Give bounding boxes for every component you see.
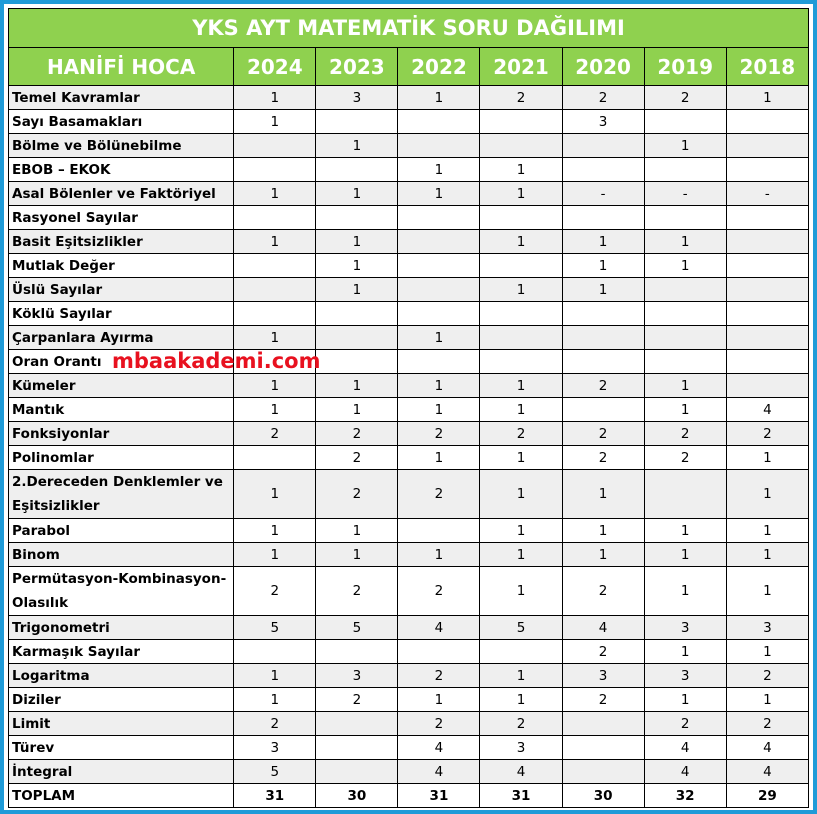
value-cell: 1 [480,688,562,712]
value-cell: 1 [644,230,726,254]
value-cell [644,302,726,326]
value-cell: 1 [316,182,398,206]
value-cell [726,206,808,230]
value-cell: 2 [644,712,726,736]
topic-cell: Binom [9,543,234,567]
value-cell: 4 [726,736,808,760]
value-cell [480,302,562,326]
value-cell: 1 [398,86,480,110]
value-cell: 1 [398,326,480,350]
value-cell: - [562,182,644,206]
value-cell: 1 [480,278,562,302]
value-cell: - [644,182,726,206]
value-cell: 4 [562,616,644,640]
value-cell: 3 [480,736,562,760]
value-cell [726,230,808,254]
value-cell [644,158,726,182]
value-cell [398,134,480,158]
value-cell: 1 [234,688,316,712]
value-cell: 1 [480,664,562,688]
topic-cell: Limit [9,712,234,736]
value-cell [398,254,480,278]
value-cell: 4 [726,398,808,422]
value-cell: 1 [316,254,398,278]
table-row [9,398,809,422]
topic-cell: Kümeler [9,374,234,398]
value-cell: 1 [480,398,562,422]
topic-cell: TOPLAM [9,784,234,808]
value-cell: 2 [562,86,644,110]
title-row [9,9,809,48]
table-row [9,736,809,760]
topic-cell: Çarpanlara Ayırma [9,326,234,350]
value-cell: 1 [234,110,316,134]
table-row [9,206,809,230]
value-cell: 2 [644,422,726,446]
table-row [9,760,809,784]
value-cell: 1 [234,470,316,519]
table-row [9,446,809,470]
value-cell [480,110,562,134]
value-cell: 1 [644,688,726,712]
table-row [9,640,809,664]
value-cell: 1 [398,543,480,567]
value-cell [644,278,726,302]
value-cell: 2 [398,470,480,519]
value-cell: 1 [726,86,808,110]
value-cell [480,326,562,350]
table-row [9,470,809,519]
value-cell: 1 [480,158,562,182]
value-cell: 1 [726,688,808,712]
value-cell: 2 [234,567,316,616]
value-cell [234,302,316,326]
value-cell: 1 [234,86,316,110]
value-cell [398,206,480,230]
value-cell: 1 [644,134,726,158]
value-cell: 1 [480,519,562,543]
table-row [9,543,809,567]
table-row [9,158,809,182]
value-cell: 4 [398,760,480,784]
value-cell: 31 [398,784,480,808]
value-cell: 4 [726,760,808,784]
topic-cell: Diziler [9,688,234,712]
value-cell [726,158,808,182]
table-row [9,278,809,302]
topic-cell: Köklü Sayılar [9,302,234,326]
value-cell [562,134,644,158]
table-row [9,230,809,254]
table-row [9,374,809,398]
topic-cell: Türev [9,736,234,760]
value-cell: 3 [562,664,644,688]
table-row [9,110,809,134]
value-cell: 3 [644,616,726,640]
value-cell [316,302,398,326]
value-cell: 1 [726,470,808,519]
value-cell [316,640,398,664]
value-cell [726,254,808,278]
value-cell: 1 [234,543,316,567]
table-row [9,664,809,688]
value-cell: 2 [562,374,644,398]
value-cell: 2 [316,446,398,470]
value-cell: 1 [562,470,644,519]
topic-cell: Logaritma [9,664,234,688]
topic-cell: Fonksiyonlar [9,422,234,446]
value-cell [726,278,808,302]
value-cell: 2 [398,664,480,688]
value-cell: 2 [398,567,480,616]
topic-cell: Karmaşık Sayılar [9,640,234,664]
value-cell: 1 [316,374,398,398]
value-cell [644,470,726,519]
value-cell: 1 [316,278,398,302]
value-cell: 4 [398,736,480,760]
value-cell: 2 [562,688,644,712]
value-cell: 1 [234,230,316,254]
year-header: 2018 [726,48,808,86]
value-cell [562,760,644,784]
value-cell: - [726,182,808,206]
year-header: 2020 [562,48,644,86]
table-row [9,182,809,206]
topic-cell: Trigonometri [9,616,234,640]
value-cell: 1 [726,543,808,567]
value-cell [316,206,398,230]
value-cell: 2 [316,688,398,712]
year-header: 2021 [480,48,562,86]
value-cell [644,350,726,374]
value-cell: 3 [562,110,644,134]
table-row [9,422,809,446]
value-cell: 1 [398,688,480,712]
value-cell [398,278,480,302]
value-cell: 1 [398,158,480,182]
value-cell [234,278,316,302]
table-row [9,688,809,712]
value-cell: 2 [562,422,644,446]
value-cell [480,640,562,664]
value-cell: 2 [234,422,316,446]
value-cell: 5 [234,760,316,784]
value-cell [562,398,644,422]
year-header: 2019 [644,48,726,86]
value-cell: 1 [398,398,480,422]
value-cell: 1 [644,398,726,422]
value-cell: 1 [644,640,726,664]
value-cell: 1 [398,182,480,206]
value-cell: 1 [562,254,644,278]
topic-cell: Oran Orantı [9,350,234,374]
value-cell: 2 [726,664,808,688]
value-cell: 5 [316,616,398,640]
value-cell: 32 [644,784,726,808]
value-cell: 1 [644,519,726,543]
value-cell: 2 [562,567,644,616]
topic-cell: Bölme ve Bölünebilme [9,134,234,158]
value-cell: 1 [316,398,398,422]
value-cell: 31 [234,784,316,808]
value-cell: 4 [644,736,726,760]
value-cell [316,760,398,784]
value-cell [234,254,316,278]
value-cell: 3 [234,736,316,760]
value-cell [562,206,644,230]
value-cell [398,110,480,134]
value-cell [562,302,644,326]
year-header: 2023 [316,48,398,86]
value-cell: 1 [562,230,644,254]
distribution-table [8,8,809,808]
value-cell: 4 [398,616,480,640]
value-cell: 2 [644,86,726,110]
table-row [9,519,809,543]
value-cell: 2 [562,640,644,664]
value-cell [316,110,398,134]
value-cell [398,302,480,326]
value-cell [726,350,808,374]
value-cell: 1 [644,543,726,567]
value-cell: 2 [726,712,808,736]
value-cell [316,158,398,182]
value-cell [234,206,316,230]
topic-cell: Mutlak Değer [9,254,234,278]
value-cell [234,158,316,182]
value-cell: 5 [234,616,316,640]
value-cell [480,350,562,374]
value-cell: 2 [316,422,398,446]
value-cell: 2 [398,712,480,736]
value-cell: 1 [644,254,726,278]
value-cell [562,712,644,736]
value-cell [726,134,808,158]
value-cell [234,640,316,664]
table-row [9,302,809,326]
value-cell [480,206,562,230]
value-cell [316,712,398,736]
header-label: HANİFİ HOCA [9,48,234,86]
value-cell: 1 [726,446,808,470]
value-cell: 3 [316,664,398,688]
table-row [9,134,809,158]
value-cell [398,230,480,254]
value-cell [398,519,480,543]
value-cell [234,134,316,158]
value-cell: 1 [480,446,562,470]
value-cell [726,326,808,350]
value-cell: 2 [234,712,316,736]
value-cell [234,446,316,470]
value-cell [644,110,726,134]
value-cell [562,350,644,374]
value-cell: 1 [644,374,726,398]
table-title: YKS AYT MATEMATİK SORU DAĞILIMI [9,9,809,48]
value-cell [644,206,726,230]
value-cell: 1 [234,326,316,350]
value-cell: 2 [480,86,562,110]
value-cell [316,326,398,350]
topic-cell: Sayı Basamakları [9,110,234,134]
table-row [9,86,809,110]
value-cell: 3 [316,86,398,110]
value-cell: 2 [562,446,644,470]
value-cell: 29 [726,784,808,808]
value-cell: 1 [480,543,562,567]
value-cell [562,158,644,182]
value-cell: 5 [480,616,562,640]
value-cell: 1 [562,543,644,567]
value-cell: 4 [480,760,562,784]
value-cell: 2 [480,422,562,446]
value-cell: 1 [480,374,562,398]
watermark-text: mbaakademi.com [112,349,321,373]
value-cell [480,254,562,278]
value-cell: 30 [562,784,644,808]
topic-cell: İntegral [9,760,234,784]
value-cell: 1 [480,182,562,206]
topic-cell: Polinomlar [9,446,234,470]
value-cell: 4 [644,760,726,784]
value-cell [316,350,398,374]
topic-cell: Üslü Sayılar [9,278,234,302]
value-cell: 1 [726,640,808,664]
table-row [9,254,809,278]
table-row [9,567,809,616]
value-cell: 1 [562,519,644,543]
value-cell: 3 [644,664,726,688]
topic-cell: 2.Dereceden Denklemler ve Eşitsizlikler [9,470,234,519]
value-cell: 1 [234,182,316,206]
value-cell [726,374,808,398]
value-cell: 1 [480,470,562,519]
value-cell [480,134,562,158]
value-cell: 3 [726,616,808,640]
value-cell [726,302,808,326]
value-cell [726,110,808,134]
table-row [9,326,809,350]
value-cell: 2 [726,422,808,446]
year-header: 2024 [234,48,316,86]
value-cell [562,736,644,760]
value-cell: 1 [726,567,808,616]
value-cell: 2 [644,446,726,470]
value-cell: 1 [234,664,316,688]
value-cell [398,350,480,374]
value-cell: 1 [316,230,398,254]
value-cell: 2 [480,712,562,736]
value-cell: 1 [398,374,480,398]
value-cell: 2 [316,567,398,616]
table-row [9,712,809,736]
value-cell [398,640,480,664]
year-header: 2022 [398,48,480,86]
table-row [9,784,809,808]
value-cell: 31 [480,784,562,808]
value-cell: 1 [398,446,480,470]
value-cell: 1 [316,134,398,158]
value-cell: 1 [234,374,316,398]
value-cell: 1 [316,543,398,567]
topic-cell: Basit Eşitsizlikler [9,230,234,254]
value-cell: 30 [316,784,398,808]
topic-cell: Rasyonel Sayılar [9,206,234,230]
topic-cell: Mantık [9,398,234,422]
value-cell: 1 [480,567,562,616]
value-cell: 1 [234,398,316,422]
topic-cell: Parabol [9,519,234,543]
value-cell: 2 [398,422,480,446]
value-cell: 1 [726,519,808,543]
value-cell: 1 [644,567,726,616]
value-cell [644,326,726,350]
value-cell [316,736,398,760]
topic-cell: EBOB – EKOK [9,158,234,182]
topic-cell: Temel Kavramlar [9,86,234,110]
value-cell: 1 [234,519,316,543]
topic-cell: Asal Bölenler ve Faktöriyel [9,182,234,206]
table-row [9,616,809,640]
value-cell: 1 [480,230,562,254]
value-cell: 1 [562,278,644,302]
topic-cell: Permütasyon-Kombinasyon-Olasılık [9,567,234,616]
value-cell: 2 [316,470,398,519]
header-row [9,48,809,86]
value-cell: 1 [316,519,398,543]
value-cell [562,326,644,350]
